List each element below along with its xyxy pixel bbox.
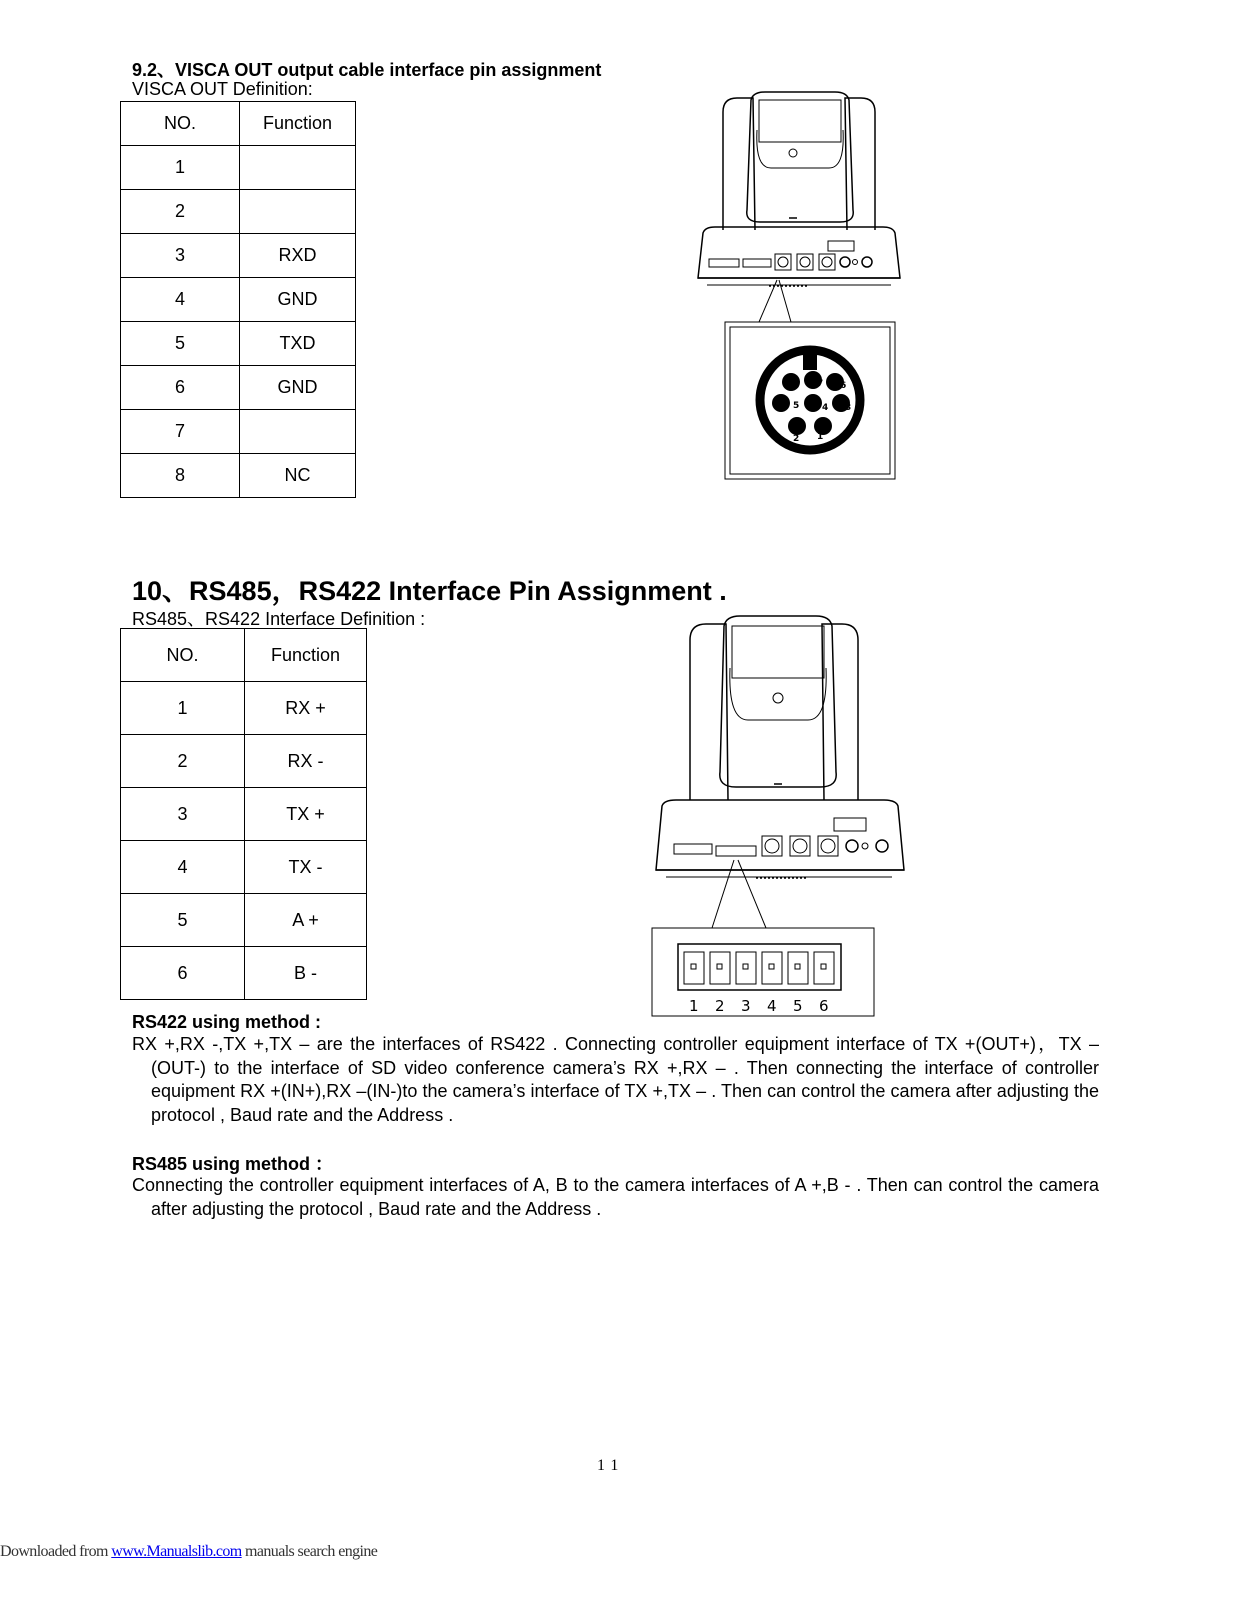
visca-pin-label: 3 — [845, 403, 852, 413]
table-cell-function: TX - — [245, 841, 367, 894]
visca-pin-label: 2 — [793, 434, 800, 444]
rs-pin-table — [120, 628, 367, 1000]
table-header-no: NO. — [121, 102, 240, 146]
camera-visca-connector-figure — [695, 90, 915, 485]
table-cell-no: 1 — [121, 146, 240, 190]
table-row — [121, 190, 356, 234]
table-cell-function: TX + — [245, 788, 367, 841]
table-cell-function: NC — [240, 454, 356, 498]
table-row — [121, 410, 356, 454]
visca-definition-label: VISCA OUT Definition: — [132, 79, 313, 99]
table-cell-no: 2 — [121, 190, 240, 234]
visca-pin-label: 4 — [822, 403, 829, 413]
table-cell-no: 6 — [121, 947, 245, 1000]
table-cell-no: 3 — [121, 234, 240, 278]
table-cell-no: 8 — [121, 454, 240, 498]
table-row — [121, 894, 367, 947]
rs-definition-label: RS485、RS422 Interface Definition : — [132, 609, 426, 629]
table-row — [121, 947, 367, 1000]
table-cell-function: RXD — [240, 234, 356, 278]
table-row — [121, 278, 356, 322]
table-row — [121, 735, 367, 788]
table-cell-function: TXD — [240, 322, 356, 366]
footer — [0, 1543, 377, 1561]
rs485-method-heading: RS485 using method ： — [132, 1154, 334, 1174]
table-row — [121, 788, 367, 841]
visca-pin-label: 8 — [793, 381, 800, 391]
rs422-method-text: RX +,RX -,TX +,TX – are the interfaces of RS422 . Connecting controller equipment interface of TX +(OUT+)，TX –(OUT-) to the interface of SD video conference camera’s RX +,RX – . Then connecting the interface of controller equipment RX +(IN+),RX –(IN-)to the camera’s interface of TX +,TX – . Then can control the camera after adjusting the protocol , Baud rate and the Address . — [132, 1034, 1099, 1125]
table-header-function: Function — [240, 102, 356, 146]
footer-suffix: manuals search engine — [241, 1543, 378, 1560]
terminal-label: 4 — [767, 997, 777, 1015]
section-heading-visca-out: 9.2、VISCA OUT output cable interface pin assignment — [132, 60, 602, 80]
page-number: 11 — [597, 1457, 625, 1474]
table-header-row — [121, 102, 356, 146]
table-header-no: NO. — [121, 629, 245, 682]
camera-rs-terminal-figure — [648, 612, 908, 1022]
table-cell-no: 1 — [121, 682, 245, 735]
table-cell-function: B - — [245, 947, 367, 1000]
table-row — [121, 322, 356, 366]
visca-pin-label: 6 — [840, 381, 847, 391]
table-cell-no: 2 — [121, 735, 245, 788]
table-header-function: Function — [245, 629, 367, 682]
table-cell-function — [240, 190, 356, 234]
terminal-label: 1 — [689, 997, 699, 1015]
table-cell-function: GND — [240, 366, 356, 410]
table-cell-no: 4 — [121, 841, 245, 894]
table-cell-function: GND — [240, 278, 356, 322]
visca-pin-table — [120, 101, 356, 498]
table-row — [121, 146, 356, 190]
rs422-method-heading: RS422 using method : — [132, 1012, 322, 1032]
manualslib-link[interactable]: www.Manualslib.com — [111, 1543, 242, 1560]
table-row — [121, 682, 367, 735]
table-row — [121, 234, 356, 278]
terminal-label: 2 — [715, 997, 725, 1015]
table-cell-function: A + — [245, 894, 367, 947]
visca-pin-label: 7 — [817, 379, 824, 389]
table-cell-function — [240, 146, 356, 190]
table-cell-no: 3 — [121, 788, 245, 841]
table-cell-no: 6 — [121, 366, 240, 410]
footer-prefix: Downloaded from — [0, 1543, 112, 1560]
terminal-label: 3 — [741, 997, 751, 1015]
table-cell-no: 4 — [121, 278, 240, 322]
table-cell-function — [240, 410, 356, 454]
table-row — [121, 454, 356, 498]
table-header-row — [121, 629, 367, 682]
section-heading-rs485-rs422: 10、RS485，RS422 Interface Pin Assignment . — [132, 576, 727, 606]
visca-pin-label: 5 — [793, 401, 800, 411]
table-cell-no: 5 — [121, 894, 245, 947]
table-cell-function: RX + — [245, 682, 367, 735]
visca-pin-label: 1 — [817, 432, 824, 442]
rs485-method-text: Connecting the controller equipment interfaces of A, B to the camera interfaces of A +,B - . Then can control the camera after adjusting the protocol , Baud rate and the Address . — [132, 1175, 1099, 1219]
table-cell-no: 5 — [121, 322, 240, 366]
table-cell-no: 7 — [121, 410, 240, 454]
terminal-label: 6 — [819, 997, 829, 1015]
table-cell-function: RX - — [245, 735, 367, 788]
terminal-label: 5 — [793, 997, 803, 1015]
table-row — [121, 366, 356, 410]
table-row — [121, 841, 367, 894]
